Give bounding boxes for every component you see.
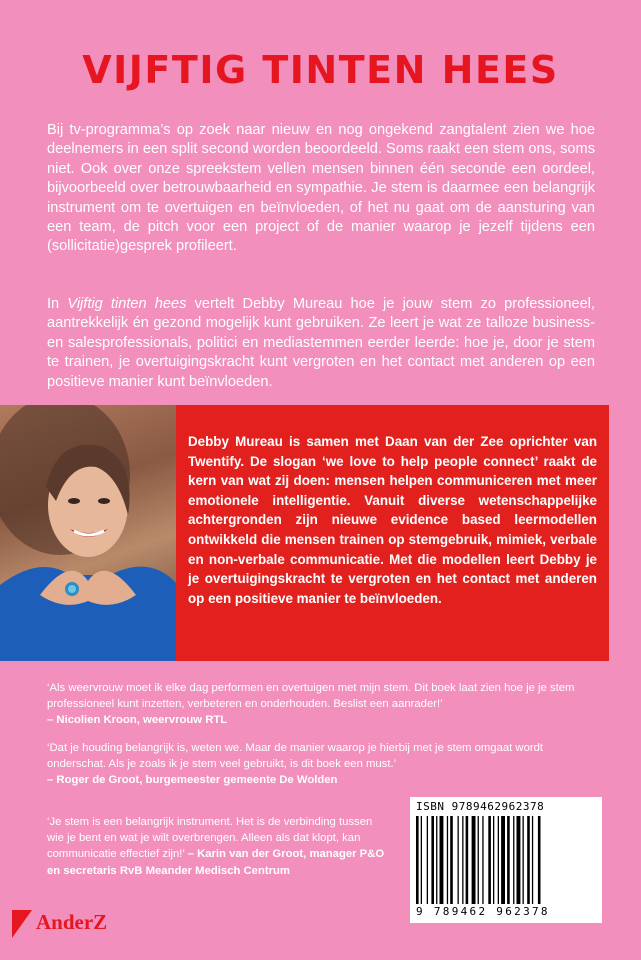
- publisher-logo-icon: [12, 908, 34, 938]
- barcode-stripe: [431, 816, 434, 904]
- barcode-stripe: [538, 816, 541, 904]
- intro-p2-body: vertelt Debby Mureau hoe je jouw stem zo professioneel, aantrekkelijk én gezond mogelijk kunt gebruiken. Ze leert je wat ze talloze business- en salesprofessionals, politici en mediastemmen eerder leerde: hoe je, door je stem te trainen, je overtuigingskracht kunt vergroten en het contact met anderen op een positieve manier kunt beïnvloeden.: [47, 296, 595, 390]
- barcode-stripe: [527, 816, 530, 904]
- quote-2: [47, 740, 587, 789]
- barcode-stripe: [447, 816, 448, 904]
- barcode-stripe: [421, 816, 422, 904]
- barcode-stripe: [498, 816, 499, 904]
- publisher-logo: [12, 908, 122, 938]
- intro-p2-lead: In: [47, 296, 68, 312]
- quote-3-author: – Karin van der Groot, manager P&O en secretaris RvB Meander Medisch Centrum: [47, 848, 385, 877]
- intro-paragraph-1: Bij tv-programma’s op zoek naar nieuw en nog ongekend zangtalent zien we hoe deelnemers in een split second worden beoordeeld. Soms raakt een stem ons, soms niet. Ook over onze spreekstem vellen mensen binnen één seconde een oordeel, bijvoorbeeld over betrouwbaarheid en sympathie. Je stem is daarmee een belangrijk instrument om te overtuigen en beïnvloeden, of het nu gaat om de aansturing van een team, de pitch voor een project of de manier waarop je jezelf tijdens een (sollicitatie)gesprek profileert.: [47, 122, 595, 255]
- barcode-stripe: [501, 816, 505, 904]
- barcode-bars: [416, 816, 596, 904]
- barcode-stripe: [478, 816, 479, 904]
- isbn-label: ISBN 9789462962378: [416, 800, 545, 813]
- barcode-stripe: [462, 816, 463, 904]
- quote-2-author: – Roger de Groot, burgemeester gemeente De Wolden: [47, 774, 338, 787]
- barcode-stripe: [472, 816, 476, 904]
- barcode-stripe: [416, 816, 419, 904]
- author-section: [0, 405, 641, 661]
- publisher-name: AnderZ: [36, 910, 108, 934]
- barcode-stripe: [513, 816, 514, 904]
- barcode-stripe: [482, 816, 483, 904]
- quote-1-text: ‘Als weervrouw moet ik elke dag performen en overtuigen met mijn stem. Dit boek laat zien hoe je je stem professioneel kunt inzetten, verbeteren en onderhouden. Beslist een aanrader!’: [47, 682, 575, 711]
- barcode-digits: 9 789462 962378: [416, 905, 550, 918]
- quote-2-text: ‘Dat je houding belangrijk is, weten we. Maar de manier waarop je hierbij met je stem omgaat wordt onderschat. Als je zoals ik je stem veel gebruikt, is dit boek een must.’: [47, 742, 544, 771]
- barcode-stripe: [517, 816, 521, 904]
- barcode-stripe: [436, 816, 437, 904]
- barcode-stripe: [532, 816, 533, 904]
- barcode-stripe: [458, 816, 459, 904]
- barcode-stripe: [507, 816, 510, 904]
- barcode-stripe: [427, 816, 428, 904]
- author-bio-box: [176, 405, 609, 661]
- quote-3: [47, 814, 392, 879]
- barcode-stripe: [493, 816, 494, 904]
- intro-paragraph-2: [47, 295, 595, 392]
- quote-1: [47, 680, 587, 729]
- barcode-stripe: [466, 816, 469, 904]
- quote-3-text: ‘Je stem is een belangrijk instrument. Het is de verbinding tussen wie je bent en wat je wilt overbrengen. Alleen als dat klopt, kan communicatie effectief zijn!’: [47, 816, 373, 861]
- barcode-stripe: [450, 816, 453, 904]
- barcode-stripe: [523, 816, 524, 904]
- book-title: VIJFTIG TINTEN HEES: [82, 48, 559, 92]
- quote-1-author: – Nicolien Kroon, weervrouw RTL: [47, 714, 228, 727]
- barcode-stripe: [488, 816, 491, 904]
- intro-p2-book-title: Vijftig tinten hees: [67, 296, 187, 312]
- author-bio: Debby Mureau is samen met Daan van der Zee oprichter van Twentify. De slogan ‘we love to help people connect’ raakt de kern van wat zij doen: mensen helpen communiceren met meer emotionele intelligentie. Vanuit diverse wetenschappelijke achtergronden zijn nieuwe evidence based leermodellen ontwikkeld die mensen trainen op stemgebruik, mimiek, verbale en non-verbale communicatie. Met die modellen leert Debby je je overtuigingskracht te vergroten en het contact met anderen op een positieve manier te beïnvloeden.: [188, 434, 597, 606]
- barcode-stripe: [440, 816, 444, 904]
- isbn-barcode: [410, 797, 602, 923]
- author-photo: [0, 405, 176, 661]
